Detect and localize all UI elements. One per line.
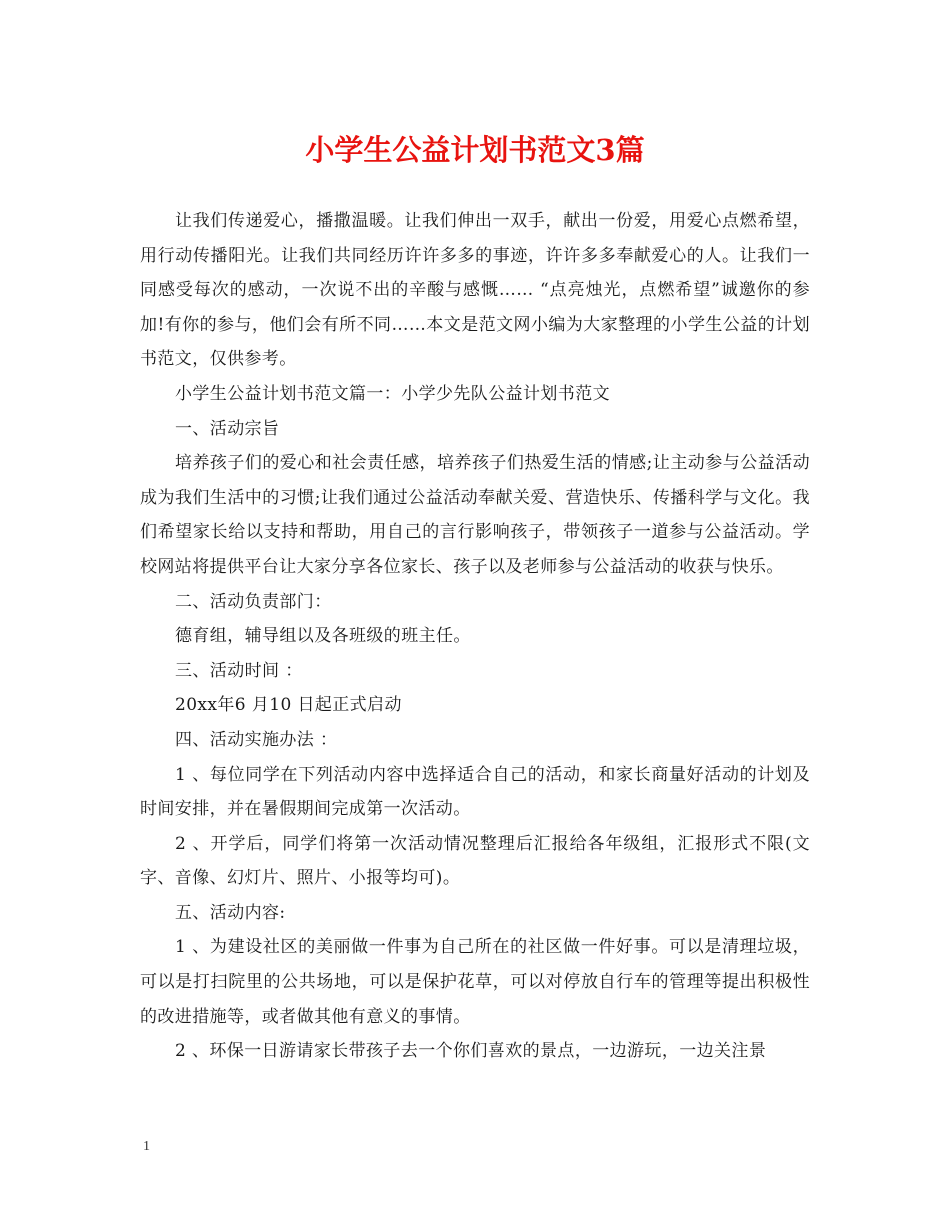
- paragraph-content-item-1: 1 、为建设社区的美丽做一件事为自己所在的社区做一件好事。可以是清理垃圾，可以是打扫院里的公共场地，可以是保护花草，可以对停放自行车的管理等提出积极性的改进措施等，或者做其他有意义的事情。: [140, 937, 810, 1027]
- section-heading-article-one: 小学生公益计划书范文篇一：小学少先队公益计划书范文: [175, 383, 610, 404]
- paragraph-activity-purpose: 培养孩子们的爱心和社会责任感，培养孩子们热爱生活的情感;让主动参与公益活动成为我们生活中的习惯;让我们通过公益活动奉献关爱、营造快乐、传播科学与文化。我们希望家长给以支持和帮助，用自己的言行影响孩子，带领孩子一道参与公益活动。学校网站将提供平台让大家分享各位家长、孩子以及老师参与公益活动的收获与快乐。: [140, 453, 810, 577]
- heading-implementation-method: 四、活动实施办法 ：: [175, 729, 338, 750]
- document-body: [140, 204, 810, 1069]
- paragraph-method-item-1: 1 、每位同学在下列活动内容中选择适合自己的活动，和家长商量好活动的计划及时间安排，并在暑假期间完成第一次活动。: [140, 764, 810, 820]
- paragraph-method-item-2: 2 、开学后，同学们将第一次活动情况整理后汇报给各年级组，汇报形式不限(文字、音像、幻灯片、照片、小报等均可)。: [140, 833, 810, 889]
- paragraph-content-item-2: 2 、环保一日游请家长带孩子去一个你们喜欢的景点，一边游玩，一边关注景: [175, 1041, 767, 1062]
- paragraph-activity-time: 20xx年6 月10 日起正式启动: [175, 695, 402, 716]
- paragraph-responsible-department: 德育组，辅导组以及各班级的班主任。: [175, 626, 471, 647]
- intro-paragraph: 让我们传递爱心，播撒温暖。让我们伸出一双手，献出一份爱，用爱心点燃希望，用行动传播阳光。让我们共同经历许许多多的事迹，许许多多奉献爱心的人。让我们一同感受每次的感动，一次说不出的辛酸与感慨…… “点亮烛光，点燃希望”诚邀你的参加!有你的参与，他们会有所不同……本文是范文网小编为大家整理的小学生公益的计划书范文，仅供参考。: [140, 211, 810, 370]
- heading-activity-purpose: 一、活动宗旨: [175, 418, 280, 439]
- heading-responsible-department: 二、活动负责部门：: [175, 591, 332, 612]
- page-number: 1: [143, 1139, 150, 1154]
- heading-activity-content: 五、活动内容:: [175, 902, 286, 923]
- heading-activity-time: 三、活动时间 ：: [175, 660, 303, 681]
- document-title: 小学生公益计划书范文3篇: [305, 133, 645, 167]
